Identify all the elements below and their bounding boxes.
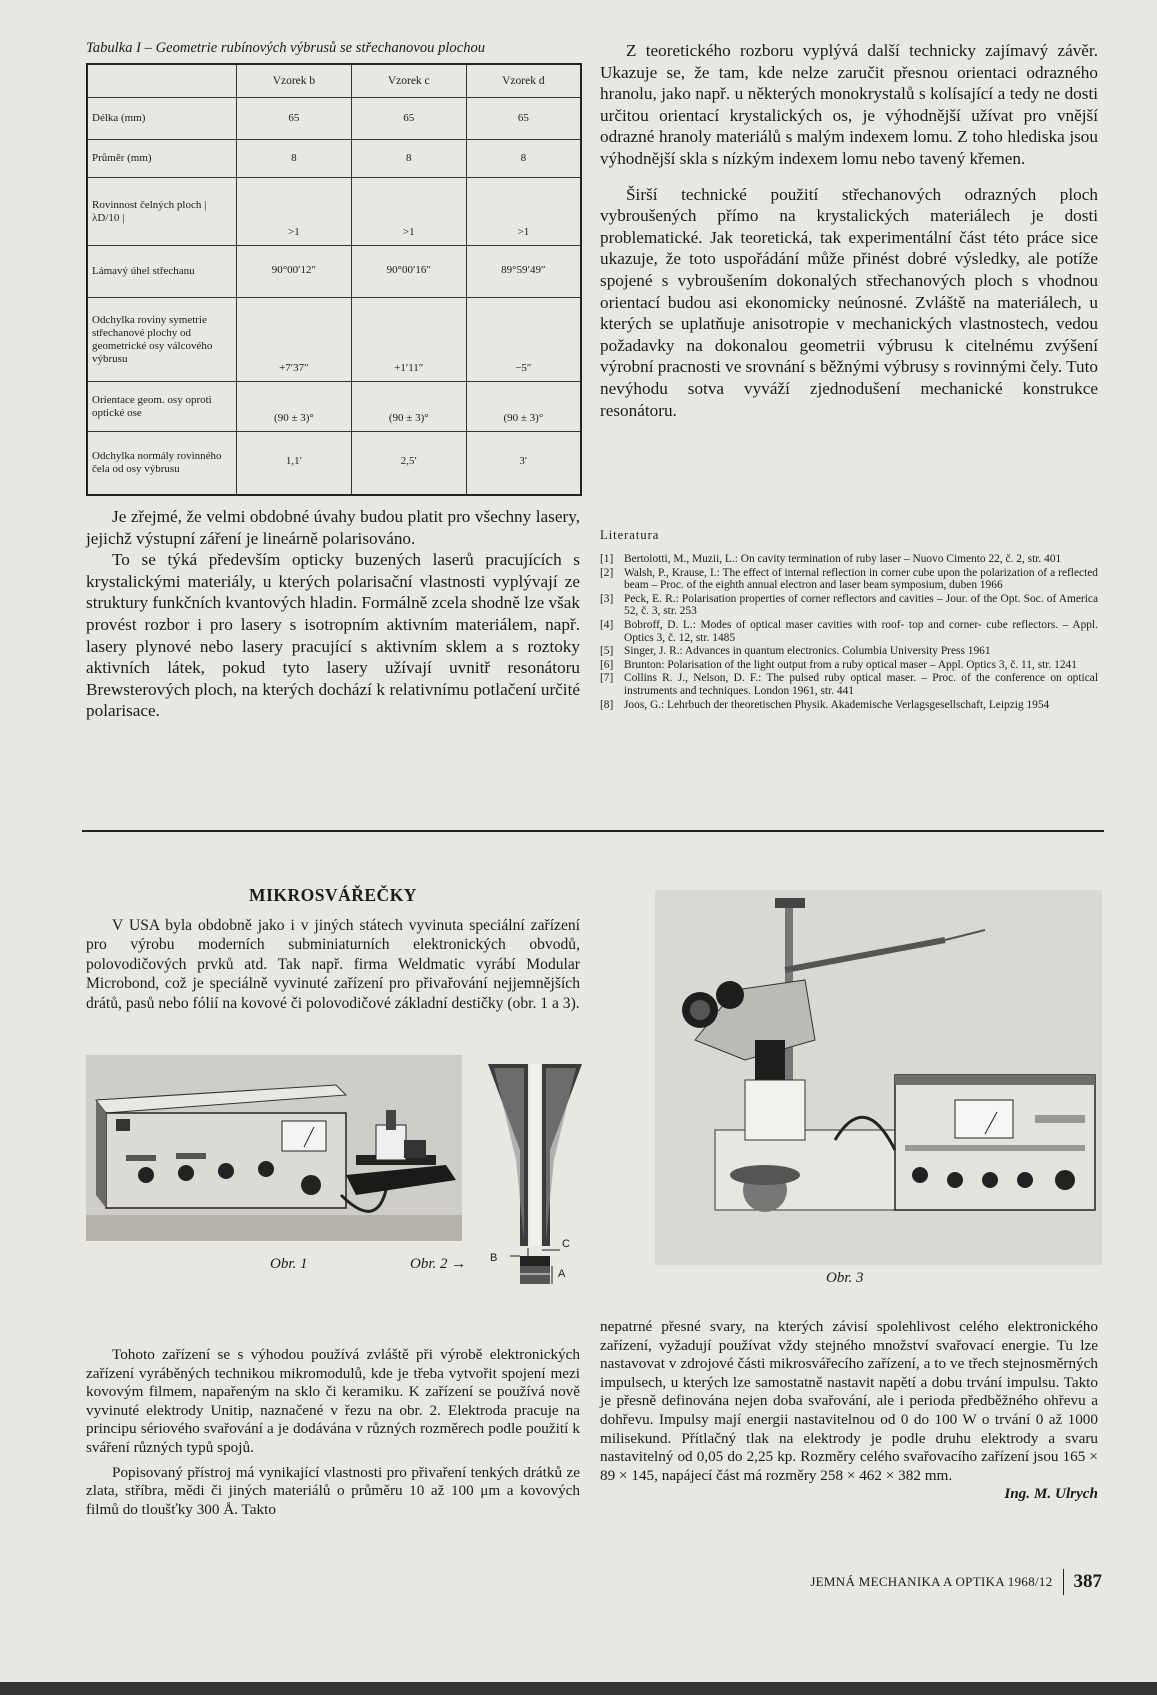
cell: 8: [237, 140, 352, 178]
page-number: 387: [1073, 1571, 1102, 1592]
row-label: Délka (mm): [88, 98, 237, 140]
paragraph: To se týká především opticky buzených laserů pracujících s krystalickými materiály, u kterých polarisační vlastnosti vyplývají ze struktury funkčních kvantových hladin. Formálně zcela shodně lze však provést rozbor i pro lasery s isotropním aktivním materiálem, např. lasery plynové nebo lasery pracující s aktivním sklem a s roztoky aktivních látek, pokud tyto lasery užívají uvnitř resonátoru Brewsterových ploch, na kterých dochází k relativnímu potlačení určité polarisace.: [86, 550, 580, 721]
fig1-illustration: [86, 1055, 462, 1241]
table-row: [88, 382, 580, 432]
literature-section: [600, 528, 1098, 712]
reference-item: [2] Walsh, P., Krause, I.: The effect of internal reflection in corner cube upon the polarization of a reflected beam – Proc. of the eighth annual electron and laser beam symposium, duben 1966: [600, 566, 1098, 592]
paragraph: V USA byla obdobně jako i v jiných státech vyvinuta speciální zařízení pro výrobu moderních subminiaturních elektronických obvodů, polovodičových prvků atd. Tak např. firma Weldmatic vyrábí Modular Microbond, což je speciálně vyvinuté zařízení pro přivařování nejjemnějších drátů, pasů nebo fólií na kovové či polovodičové základní destičky (obr. 1 a 3).: [86, 917, 580, 1012]
article-title: MIKROSVÁŘEČKY: [249, 885, 417, 905]
row-label: Orientace geom. osy oproti optické ose: [88, 382, 237, 432]
row-label: Lámavý úhel střechanu: [88, 246, 237, 298]
fig2-label-b: B: [490, 1252, 498, 1264]
fig1-photo: [86, 1055, 462, 1241]
paragraph: Širší technické použití střechanových odrazných ploch vybroušených přímo na krystalických materiálech je dosti problematické. Jak teoretická, tak experimentální část této práce sice ukazuje, že toto uspořádání může přinést dobré výsledky, ale potíže spojené s vybroušením dokonalých střechanových ploch s vhodnou orientací budou asi ekonomicky neúnosné. Zvláště na materiálech, u kterých se uplatňuje anisotropie v mechanických vlastnostech, vedou požadavky na dokonalou geometrii výbrusu k citelnému zvýšení výrobní pracnosti ve srovnání s běžnými výbrusy s rovinnými čely. Tuto nevýhodu sotva vyváží zjednodušení mechanické konstrukce resonátoru.: [600, 184, 1098, 420]
literature-heading: Literatura: [600, 528, 660, 542]
cell: −5″: [466, 298, 580, 382]
fig2-label-a: A: [558, 1268, 566, 1280]
reference-list: [600, 553, 1098, 711]
cell: 89°59′49″: [466, 246, 580, 298]
cell: (90 ± 3)°: [351, 382, 466, 432]
row-label: Průměr (mm): [88, 140, 237, 178]
fig2-label-c: C: [562, 1238, 570, 1250]
cell: 65: [466, 98, 580, 140]
row-label: Odchylka roviny symetrie střechanové plochy od geometrické osy válcového výbrusu: [88, 298, 237, 382]
fig1-caption: Obr. 1: [270, 1256, 308, 1272]
fig2-electrode-diagram: [480, 1060, 590, 1312]
cell: (90 ± 3)°: [237, 382, 352, 432]
table-row: [88, 246, 580, 298]
right-column-text: [600, 40, 1098, 421]
table-row: [88, 178, 580, 246]
fig2-illustration: [480, 1060, 590, 1312]
geometry-table: [86, 63, 582, 496]
table-row: [88, 432, 580, 494]
cell: >1: [466, 178, 580, 246]
table-row: [88, 140, 580, 178]
paragraph: nepatrné přesné svary, na kterých závisí spolehlivost celého elektronického zařízení, vyžadují používat vždy stejného množství svařovací energie. Tu lze nastavovat v zdrojové části mikrosvářecího zařízení, a to ve třech stejnosměrných impulsech, u kterých lze samostatně nastavit napětí a dobu trvání impulsu. Takto je přesně definována nejen doba svařování, ale i perioda předběžného ohřevu a dohřevu. Impulsy mají energii nastavitelnou od 0 do 100 W o trvání 0 až 1000 milisekund. Přítlačný tlak na elektrody je podle druhu elektrody a svaru nastavitelný od 0,05 do 2,25 kp. Rozměry celého svařovacího zařízení jsou 165 × 89 × 145, napájecí část má rozměry 258 × 462 × 382 mm.: [600, 1318, 1098, 1484]
cell: 1,1′: [237, 432, 352, 494]
article-right-text: [600, 1318, 1098, 1504]
fig3-illustration: [655, 890, 1102, 1265]
cell: 8: [466, 140, 580, 178]
table-row: [88, 98, 580, 140]
paragraph: Je zřejmé, že velmi obdobné úvahy budou platit pro všechny lasery, jejichž výstupní záření je lineárně polarisováno.: [86, 507, 580, 548]
reference-item: [5] Singer, J. R.: Advances in quantum electronics. Columbia University Press 1961: [600, 645, 991, 658]
cell: +7′37″: [237, 298, 352, 382]
reference-item: [8] Joos, G.: Lehrbuch der theoretischen Physik. Akademische Verlagsgesellschaft, Leipzig 1954: [600, 698, 1050, 711]
cell: 3′: [466, 432, 580, 494]
col-header: Vzorek c: [351, 65, 466, 98]
reference-item: [4] Bobroff, D. L.: Modes of optical maser cavities with roof- top and corner- cube reflectors. – Appl. Optics 3, č. 12, str. 1485: [600, 618, 1098, 644]
cell: 90°00′16″: [351, 246, 466, 298]
section-divider: [82, 830, 1104, 832]
cell: >1: [351, 178, 466, 246]
table-row: [88, 298, 580, 382]
article-left-text: [86, 1346, 580, 1519]
row-label: Rovinnost čelných ploch | λD/10 |: [88, 178, 237, 246]
reference-item: [3] Peck, E. R.: Polarisation properties of corner reflectors and cavities – Jour. of the Opt. Soc. of America 52, č. 3, str. 253: [600, 592, 1098, 618]
journal-name: JEMNÁ MECHANIKA A OPTIKA 1968/12: [810, 1574, 1053, 1589]
cell: 8: [351, 140, 466, 178]
table-block: [86, 40, 582, 496]
col-header: Vzorek d: [466, 65, 580, 98]
paragraph: Z teoretického rozboru vyplývá další technicky zajímavý závěr. Ukazuje se, že tam, kde nelze zaručit přesnou orientaci odrazného hranolu, jako např. u některých monokrystalů s kolísající a tedy ne dosti určitou orientací krystalických os, je výhodnější užívat pro vnější odrazné hranoly materiálů s malým indexem lomu. Z toho hlediska jsou výhodnější skla s nízkým indexem lomu nebo tavený křemen.: [600, 41, 1098, 168]
footer-divider: [1063, 1569, 1064, 1595]
article-intro: [86, 916, 580, 1013]
cell: (90 ± 3)°: [466, 382, 580, 432]
reference-item: [6] Brunton: Polarisation of the light output from a ruby optical maser – Appl. Optics 3, č. 11, str. 1241: [600, 658, 1077, 671]
page-footer: [780, 1568, 1102, 1596]
cell: 2,5′: [351, 432, 466, 494]
arrow-icon: →: [451, 1256, 467, 1272]
reference-item: [7] Collins R. J., Nelson, D. F.: The pulsed ruby optical maser. – Proc. of the conference on optical instruments and techniques. London 1961, str. 441: [600, 672, 1098, 697]
cell: 65: [351, 98, 466, 140]
table-caption: Tabulka I – Geometrie rubínových výbrusů se střechanovou plochou: [86, 40, 486, 56]
col-header: Vzorek b: [237, 65, 352, 98]
reference-item: [1] Bertolotti, M., Muzii, L.: On cavity termination of ruby laser – Nuovo Cimento 22, č. 2, str. 401: [600, 553, 1062, 565]
scan-edge: [0, 1682, 1157, 1695]
paragraph: Tohoto zařízení se s výhodou používá zvláště při výrobě elektronických zařízení vyráběných technikou mikromodulů, kde je třeba vytvořit spojení mezi kovovým filmem, napařeným na sklo či keramiku. K zařízení se používá nově vyvinuté elektrody Unitip, naznačené v řezu na obr. 2. Elektroda pracuje na principu sériového svařování a je dodávána v různých rozměrech podle použití k sváření různých typů spojů.: [86, 1346, 580, 1456]
cell: 65: [237, 98, 352, 140]
cell: +1′11″: [351, 298, 466, 382]
fig3-photo: [655, 890, 1102, 1265]
author: Ing. M. Ulrych: [1004, 1485, 1098, 1503]
fig3-caption: Obr. 3: [826, 1270, 864, 1286]
row-label: Odchylka normály rovinného čela od osy výbrusu: [92, 449, 222, 475]
left-column-text: [86, 506, 580, 722]
cell: 90°00′12″: [237, 246, 352, 298]
fig2-caption: Obr. 2 →: [410, 1256, 467, 1272]
cell: >1: [237, 178, 352, 246]
paragraph: Popisovaný přístroj má vynikající vlastnosti pro přivaření tenkých drátků ze zlata, stříbra, mědi či jiných materiálů o průměru 10 až 100 μm a kovových filmů do tloušťky 300 Å. Takto: [86, 1463, 580, 1518]
